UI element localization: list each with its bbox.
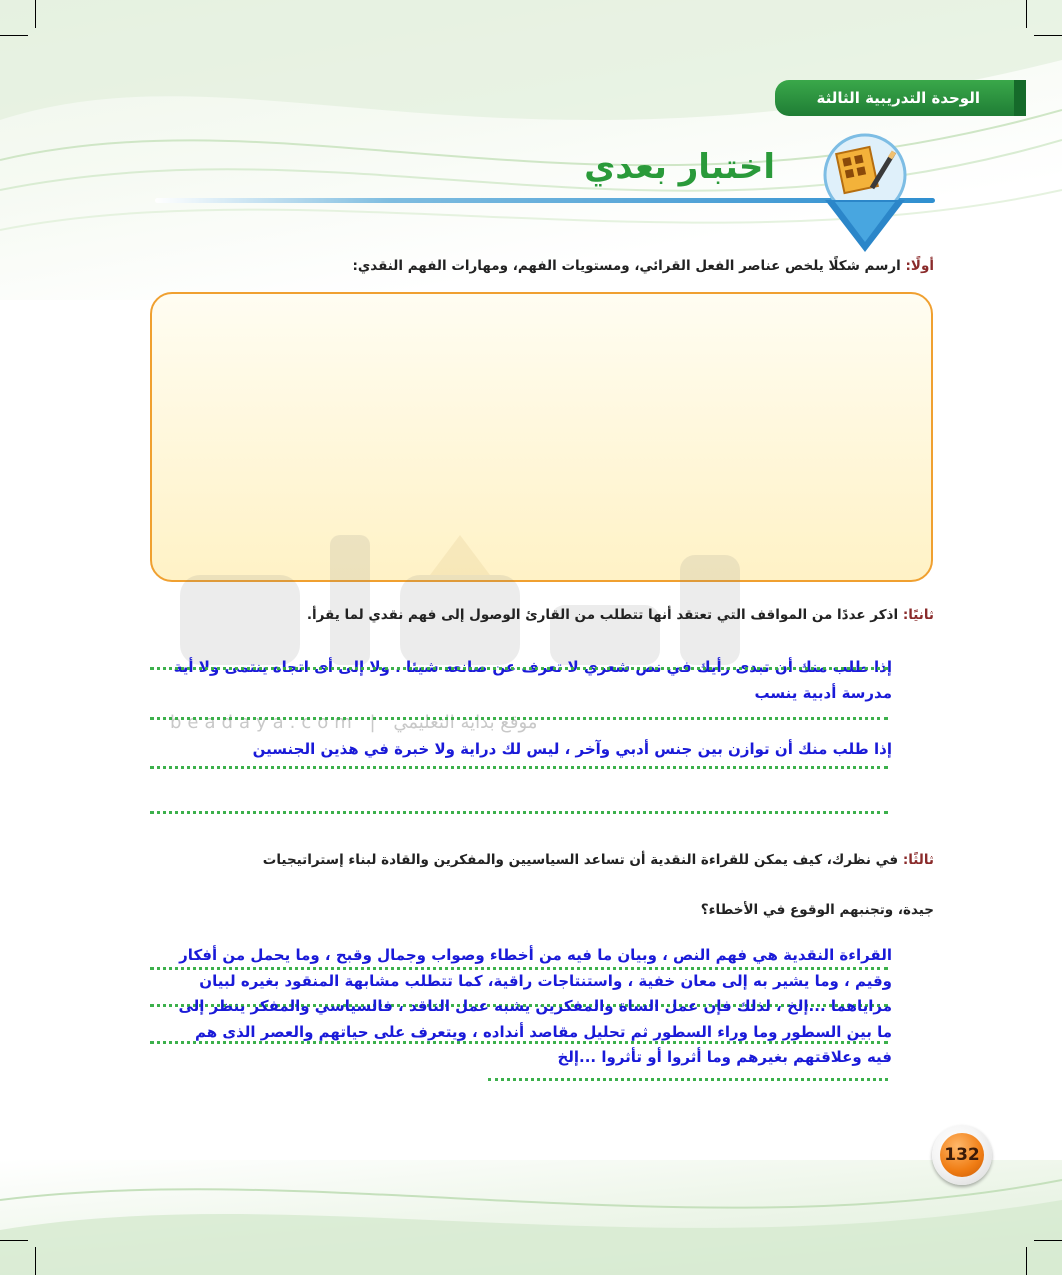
unit-tab-edge — [1014, 80, 1026, 116]
crop-mark — [35, 1247, 36, 1275]
question-2-answer-1: إذا طلب منك أن تبدى رأيك في نص شعري لا تعرف عن صانعه شيئا ، ولا إلى أى اتجاه ينتمى ولا أية مدرسة أدبية ينسب — [173, 658, 892, 702]
question-2-label: ثانيًا: — [902, 607, 934, 623]
question-2-text: اذكر عددًا من المواقف التي تعتقد أنها تتطلب من القارئ الوصول إلى فهم نقدي لما يقرأ. — [306, 607, 899, 623]
section-header — [150, 125, 940, 255]
bottom-wave-decoration — [0, 1160, 1062, 1275]
answer-line — [150, 766, 888, 769]
watermark-text: beadaya.com | موقع بداية التعليمي — [170, 712, 538, 733]
question-3 — [263, 852, 934, 868]
crop-mark — [1026, 0, 1027, 28]
crop-mark — [0, 35, 28, 36]
section-title: اختبار بعدي — [584, 147, 775, 187]
crop-mark — [1034, 35, 1062, 36]
answer-line — [150, 717, 888, 720]
crop-mark — [1034, 1240, 1062, 1241]
question-2-answer-2: إذا طلب منك أن توازن بين جنس أدبي وآخر ، ليس لك دراية ولا خبرة في هذين الجنسين — [252, 740, 892, 758]
question-1 — [353, 258, 934, 274]
unit-label: الوحدة التدريبية الثالثة — [816, 89, 980, 107]
page-number: 132 — [940, 1133, 984, 1177]
question-2 — [307, 607, 934, 623]
crop-mark — [1026, 1247, 1027, 1275]
answer-line — [488, 1078, 888, 1081]
crop-mark — [35, 0, 36, 28]
answer-line — [150, 811, 888, 814]
crop-mark — [0, 1240, 28, 1241]
question-1-label: أولًا: — [905, 258, 934, 274]
page-number-badge — [932, 1125, 992, 1185]
question-3-text-line2: جيدة، وتجنبهم الوقوع في الأخطاء؟ — [700, 902, 934, 918]
question-3-text-line1: في نظرك، كيف يمكن للقراءة النقدية أن تساعد السياسيين والمفكرين والقادة لبناء إستراتيجيات — [262, 852, 899, 868]
answer-line — [150, 667, 888, 670]
drawing-answer-box[interactable] — [150, 292, 933, 582]
question-1-text: ارسم شكلًا يلخص عناصر الفعل القرائي، ومستويات الفهم، ومهارات الفهم النقدي: — [352, 258, 901, 274]
quiz-badge-icon — [810, 130, 920, 255]
unit-tab — [775, 80, 1020, 116]
question-3-answer: القراءة النقدية هي فهم النص ، وبيان ما فيه من أخطاء وصواب وجمال وقبح ، وما يحمل من أفكار وقيم ، وما يشير به إلى معان خفية ، واستنتاجات راقية، كما تتطلب مشابهة المنقود بغيره لبيان مزاياهما ...إلخ ، لذلك فإن عمل الساة والمفكرين يشبه عمل الناقد ، فالسياسي والمفكر ينظر إلى ما بين السطور وما وراء السطور ثم تحليل مقاصد أنداده ، ويتعرف على حياتهم والعصر الذى هم فيه وعلاقتهم بغيرهم وما أثروا أو تأثروا ...إلخ — [178, 946, 892, 1066]
question-3-label: ثالثًا: — [902, 852, 934, 868]
